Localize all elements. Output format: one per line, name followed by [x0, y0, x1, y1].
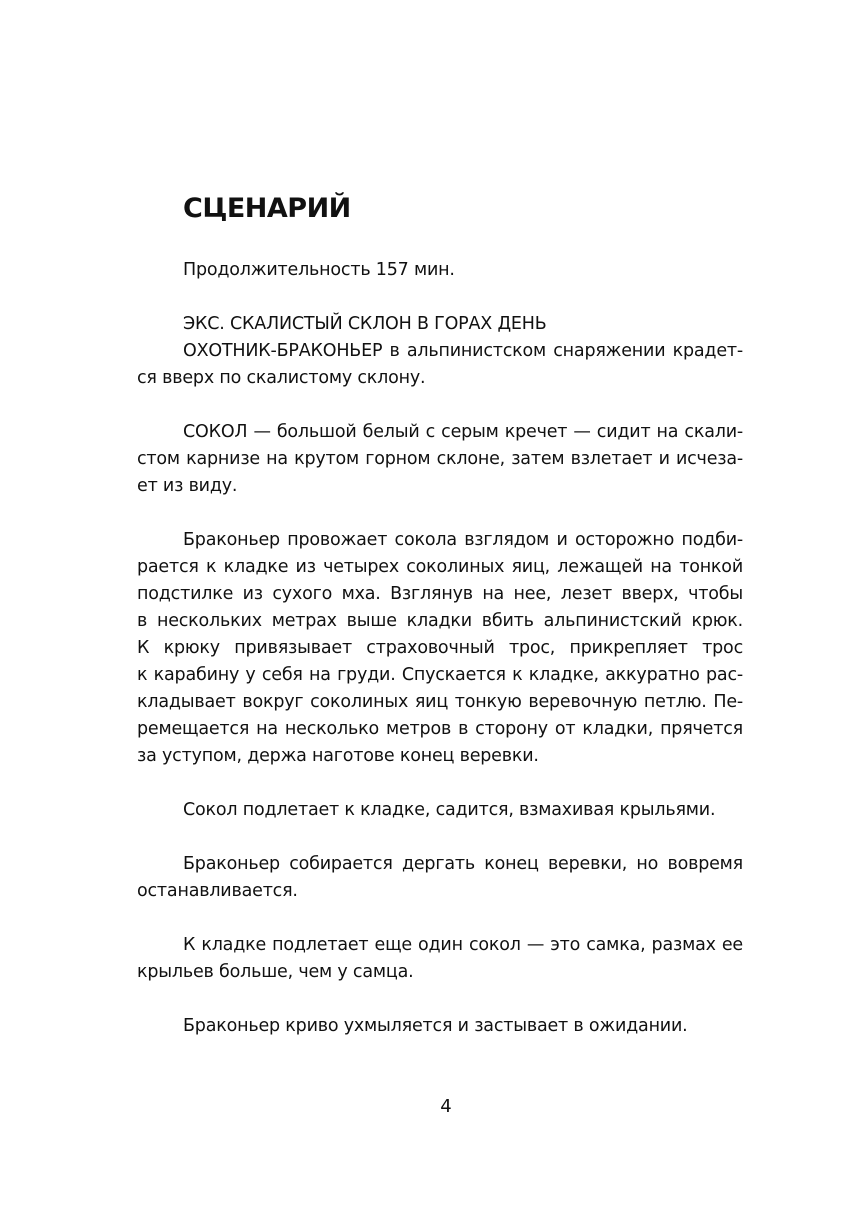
- text-line: в нескольких метрах выше кладки вбить альпинистский крюк.: [137, 611, 743, 631]
- text-line: ОХОТНИК-БРАКОНЬЕР в альпинистском снаряжении крадет-: [183, 341, 743, 361]
- text-line: подстилке из сухого мха. Взглянув на нее, лезет вверх, чтобы: [137, 584, 743, 604]
- text-line: Браконьер собирается дергать конец веревки, но вовремя: [183, 854, 743, 874]
- text-line: за уступом, держа наготове конец веревки.: [137, 746, 539, 766]
- text-line: К крюку привязывает страховочный трос, прикрепляет трос: [137, 638, 743, 658]
- text-line: Браконьер провожает сокола взглядом и осторожно подби-: [183, 530, 743, 550]
- text-line: к карабину у себя на груди. Спускается к кладке, аккуратно рас-: [137, 665, 743, 685]
- text-line: кладывает вокруг соколиных яиц тонкую веревочную петлю. Пе-: [137, 692, 743, 712]
- text-line: ся вверх по скалистому склону.: [137, 368, 426, 388]
- text-line: Браконьер криво ухмыляется и застывает в ожидании.: [183, 1016, 688, 1036]
- text-line: ремещается на несколько метров в сторону от кладки, прячется: [137, 719, 743, 739]
- text-line: К кладке подлетает еще один сокол — это самка, размах ее: [183, 935, 743, 955]
- text-line: Сокол подлетает к кладке, садится, взмахивая крыльями.: [183, 800, 716, 820]
- text-line: крыльев больше, чем у самца.: [137, 962, 414, 982]
- text-line: рается к кладке из четырех соколиных яиц, лежащей на тонкой: [137, 557, 743, 577]
- text-line: Продолжительность 157 мин.: [183, 260, 455, 280]
- text-line: СОКОЛ — большой белый с серым кречет — сидит на скали-: [183, 422, 743, 442]
- text-line: останавливается.: [137, 881, 298, 901]
- scene-heading-line: ЭКС. СКАЛИСТЫЙ СКЛОН В ГОРАХ ДЕНЬ: [183, 314, 547, 334]
- text-line: ет из виду.: [137, 476, 238, 496]
- page-title: СЦЕНАРИЙ: [183, 193, 351, 224]
- text-line: стом карнизе на крутом горном склоне, затем взлетает и исчеза-: [137, 449, 743, 469]
- page-number: 4: [440, 1096, 452, 1117]
